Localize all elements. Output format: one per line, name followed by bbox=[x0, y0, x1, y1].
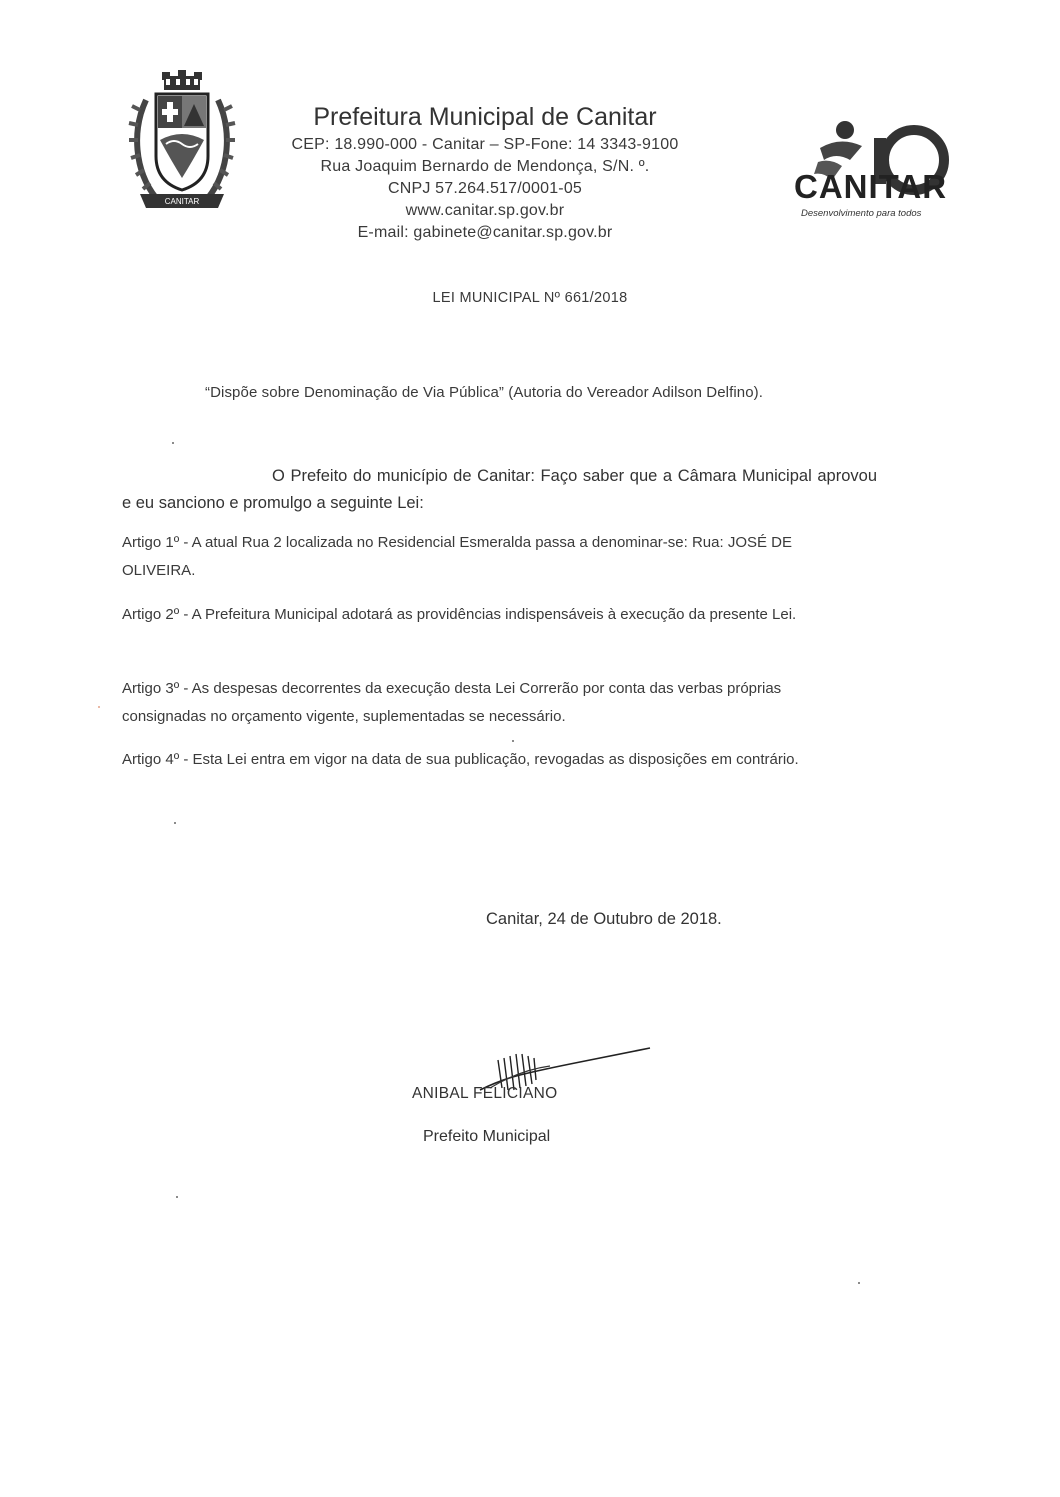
intro-paragraph: O Prefeito do município de Canitar: Faço saber que a Câmara Municipal aprovou e eu sanciono e promulgo a seguinte Lei: bbox=[122, 467, 877, 512]
cep-phone-line: CEP: 18.990-000 - Canitar – SP-Fone: 14 3343-9100 bbox=[291, 136, 679, 153]
law-subject: “Dispõe sobre Denominação de Via Pública” (Autoria do Vereador Adilson Delfino). bbox=[205, 384, 764, 401]
date-line: Canitar, 24 de Outubro de 2018. bbox=[486, 910, 722, 928]
logo-wordmark: CANITAR bbox=[794, 168, 948, 205]
scan-speck bbox=[172, 442, 174, 444]
cnpj-line: CNPJ 57.264.517/0001-05 bbox=[387, 180, 583, 197]
scan-speck bbox=[858, 1282, 860, 1284]
municipal-crest-icon bbox=[126, 70, 238, 220]
signer-title: Prefeito Municipal bbox=[423, 1128, 551, 1145]
email-line: E-mail: gabinete@canitar.sp.gov.br bbox=[357, 224, 613, 241]
address-line: Rua Joaquim Bernardo de Mendonça, S/N. º. bbox=[320, 158, 650, 175]
logo-tagline: Desenvolvimento para todos bbox=[801, 208, 922, 219]
svg-text:CANITAR: CANITAR bbox=[164, 197, 200, 206]
letterhead bbox=[250, 100, 720, 244]
article-2: Artigo 2º - A Prefeitura Municipal adotará as providências indispensáveis à execução da presente Lei. bbox=[122, 606, 797, 623]
scan-speck bbox=[176, 1196, 178, 1198]
article-1: Artigo 1º - A atual Rua 2 localizada no Residencial Esmeralda passa a denominar-se: Rua: JOSÉ DE OLIVEIRA. bbox=[122, 534, 792, 579]
website-line: www.canitar.sp.gov.br bbox=[405, 202, 565, 219]
law-title: LEI MUNICIPAL Nº 661/2018 bbox=[432, 290, 628, 306]
org-title: Prefeitura Municipal de Canitar bbox=[313, 103, 657, 131]
signer-name: ANIBAL FELICIANO bbox=[412, 1085, 558, 1102]
scan-speck bbox=[98, 706, 100, 708]
article-4: Artigo 4º - Esta Lei entra em vigor na data de sua publicação, revogadas as disposições em contrário. bbox=[122, 751, 799, 768]
scan-speck bbox=[512, 740, 514, 742]
article-3: Artigo 3º - As despesas decorrentes da execução desta Lei Correrão por conta das verbas próprias consignadas no orçamento vigente, suplementadas se necessário. bbox=[122, 680, 782, 725]
scan-speck bbox=[174, 822, 176, 824]
